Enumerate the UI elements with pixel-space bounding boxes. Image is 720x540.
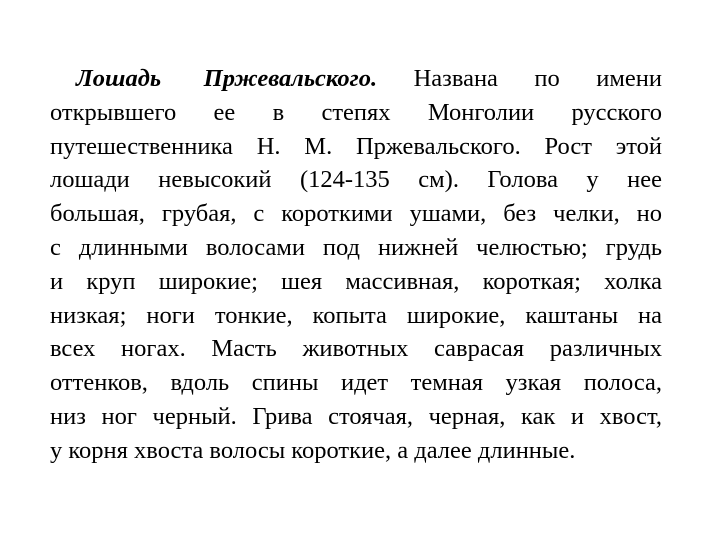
paragraph-line-10: оттенков, вдоль спины идет темная узкая полоса,: [50, 369, 662, 397]
paragraph-line-3: путешественника Н. М. Пржевальского. Рост этой: [50, 132, 662, 160]
paragraph-line-6: с длинными волосами под нижней челюстью; грудь: [50, 233, 662, 261]
paragraph-line-1: [50, 62, 662, 96]
paragraph-line-4: лошади невысокий (124-135 см). Голова у нее: [50, 166, 662, 194]
paragraph-line-7: и круп широкие; шея массивная, короткая; холка: [50, 267, 662, 295]
paragraph-line-1-text: Названа по имени: [377, 65, 662, 92]
paragraph-line-2: открывшего ее в степях Монголии русского: [50, 98, 662, 126]
paragraph-line-11: низ ног черный. Грива стоячая, черная, как и хвост,: [50, 402, 662, 430]
paragraph-line-8: низкая; ноги тонкие, копыта широкие, каштаны на: [50, 301, 662, 329]
paragraph-line-9: всех ногах. Масть животных саврасая различных: [50, 335, 662, 363]
paragraph: [50, 62, 662, 468]
paragraph-line-12: у корня хвоста волосы короткие, а далее длинные.: [50, 436, 576, 464]
term-heading: Лошадь Пржевальского.: [76, 65, 378, 92]
paragraph-line-5: большая, грубая, с короткими ушами, без челки, но: [50, 200, 662, 228]
